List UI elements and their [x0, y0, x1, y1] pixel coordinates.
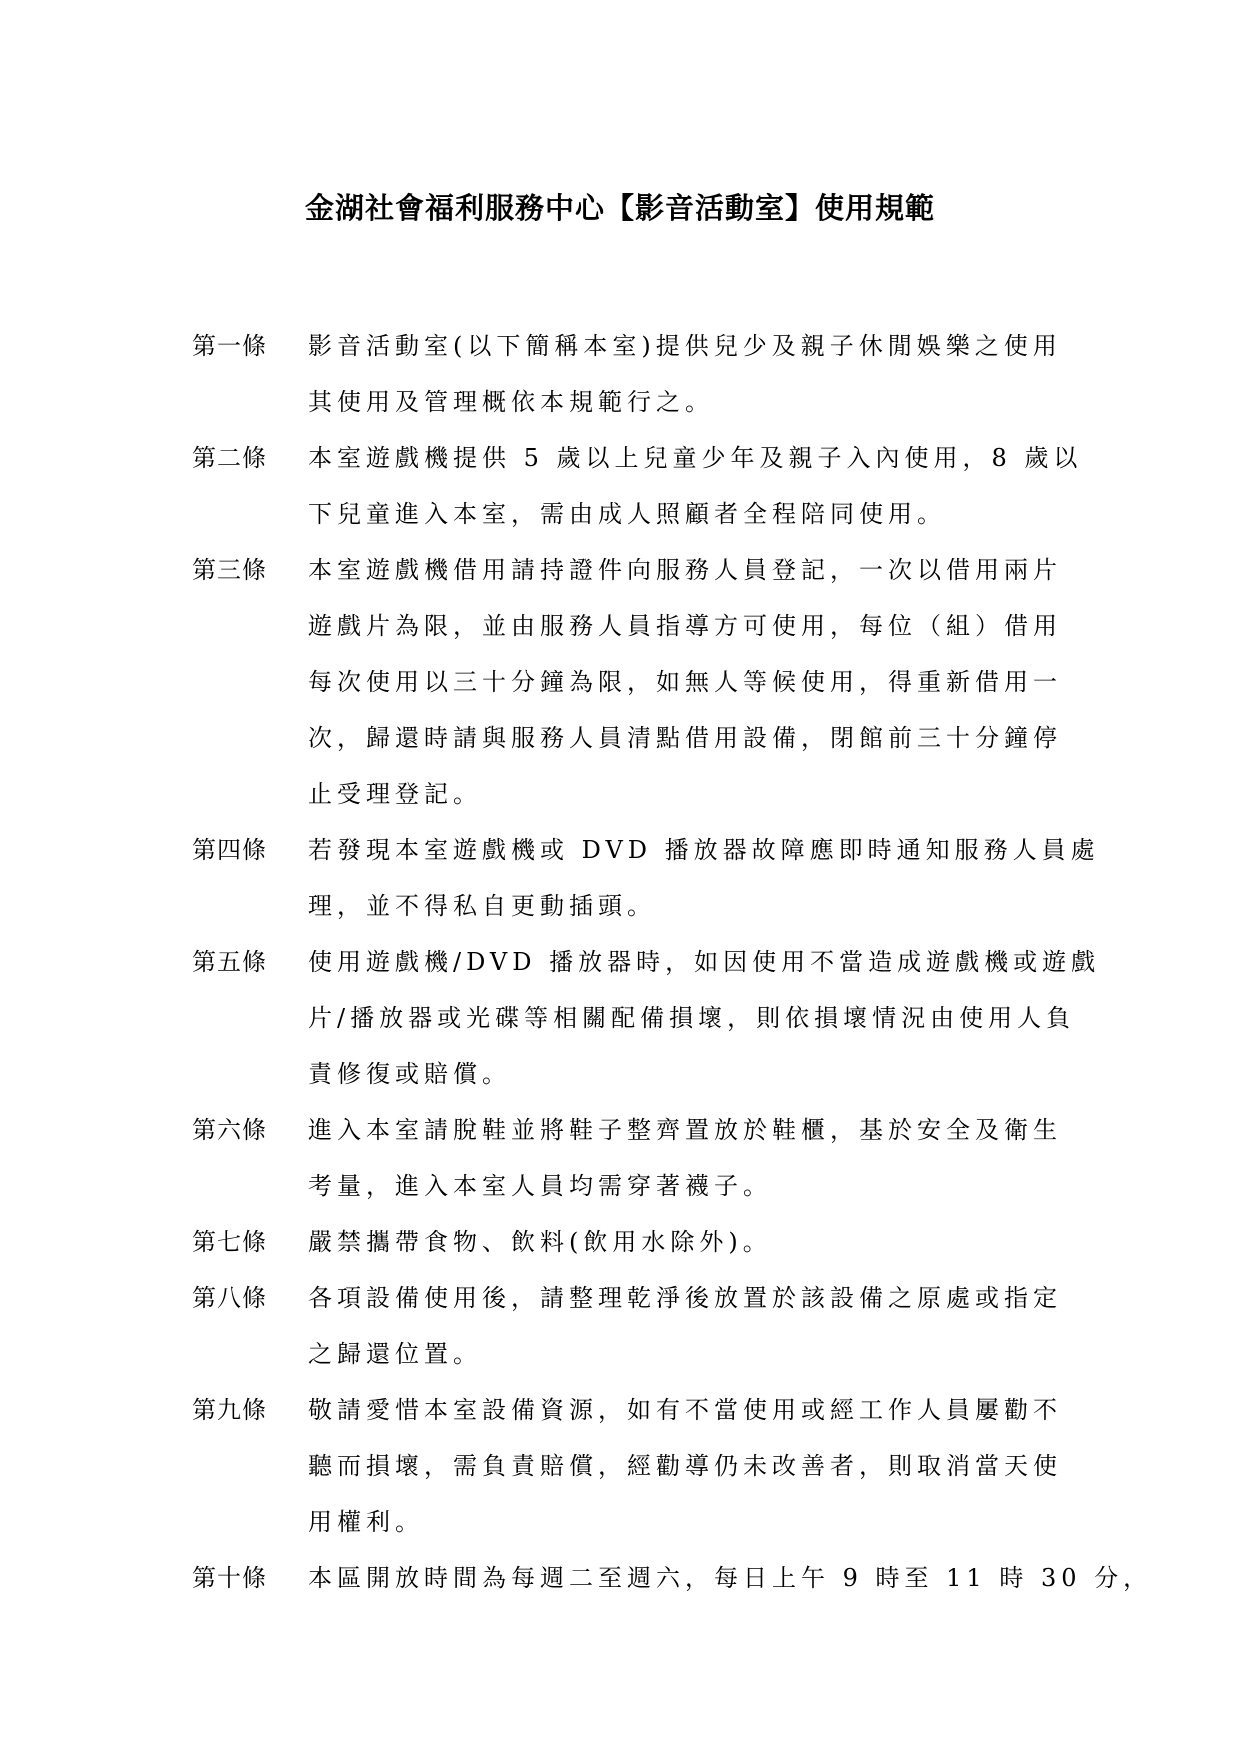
article-body	[308, 1214, 1048, 1270]
article-body	[308, 934, 1101, 1102]
article-body	[308, 318, 1062, 430]
article-line: 每次使用以三十分鐘為限，如無人等候使用，得重新借用一	[308, 668, 1062, 696]
article-line: 片/播放器或光碟等相關配備損壞，則依損壞情況由使用人負	[308, 1004, 1076, 1032]
article-line: 責修復或賠償。	[308, 1060, 511, 1088]
article-line: 遊戲片為限，並由服務人員指導方可使用，每位（組）借用	[308, 612, 1062, 640]
article-3	[192, 542, 1062, 822]
article-body	[308, 1382, 1062, 1550]
article-line: 本區開放時間為每週二至週六，每日上午 9 時至 11 時 30 分，	[308, 1564, 1153, 1592]
article-label: 第六條	[192, 1116, 267, 1144]
article-line: 嚴禁攜帶食物、飲料(飲用水除外)。	[308, 1228, 772, 1256]
article-6	[192, 1102, 1062, 1214]
article-line: 影音活動室(以下簡稱本室)提供兒少及親子休閒娛樂之使用	[308, 332, 1062, 360]
article-line: 本室遊戲機借用請持證件向服務人員登記，一次以借用兩片	[308, 556, 1062, 584]
article-10	[192, 1550, 1153, 1606]
article-label: 第五條	[192, 948, 267, 976]
article-line: 各項設備使用後，請整理乾淨後放置於該設備之原處或指定	[308, 1284, 1062, 1312]
article-label: 第一條	[192, 332, 267, 360]
article-body	[308, 430, 1083, 542]
article-line: 次，歸還時請與服務人員清點借用設備，閉館前三十分鐘停	[308, 724, 1062, 752]
article-line: 本室遊戲機提供 5 歲以上兒童少年及親子入內使用，8 歲以	[308, 444, 1083, 472]
article-line: 使用遊戲機/DVD 播放器時，如因使用不當造成遊戲機或遊戲	[308, 948, 1101, 976]
article-line: 若發現本室遊戲機或 DVD 播放器故障應即時通知服務人員處	[308, 836, 1100, 864]
article-line: 進入本室請脫鞋並將鞋子整齊置放於鞋櫃，基於安全及衛生	[308, 1116, 1062, 1144]
article-label: 第三條	[192, 556, 267, 584]
article-body	[308, 542, 1062, 822]
article-line: 止受理登記。	[308, 780, 482, 808]
article-body	[308, 822, 1100, 934]
article-line: 聽而損壞，需負責賠償，經勸導仍未改善者，則取消當天使	[308, 1452, 1062, 1480]
article-body	[308, 1550, 1153, 1606]
article-8	[192, 1270, 1062, 1382]
article-line: 敬請愛惜本室設備資源，如有不當使用或經工作人員屢勸不	[308, 1396, 1062, 1424]
article-line: 理，並不得私自更動插頭。	[308, 892, 656, 920]
article-label: 第四條	[192, 836, 267, 864]
article-label: 第七條	[192, 1228, 267, 1256]
articles-list	[192, 318, 1153, 1606]
article-line: 考量，進入本室人員均需穿著襪子。	[308, 1172, 772, 1200]
article-label: 第八條	[192, 1284, 267, 1312]
article-label: 第九條	[192, 1396, 267, 1424]
article-line: 其使用及管理概依本規範行之。	[308, 388, 714, 416]
article-7	[192, 1214, 1062, 1270]
article-2	[192, 430, 1083, 542]
article-body	[308, 1102, 1062, 1214]
article-line: 用權利。	[308, 1508, 424, 1536]
article-9	[192, 1382, 1062, 1550]
document-title: 金湖社會福利服務中心【影音活動室】使用規範	[304, 191, 935, 225]
article-body	[308, 1270, 1062, 1382]
article-line: 之歸還位置。	[308, 1340, 482, 1368]
article-label: 第二條	[192, 444, 267, 472]
article-line: 下兒童進入本室，需由成人照顧者全程陪同使用。	[308, 500, 946, 528]
article-label: 第十條	[192, 1564, 267, 1592]
article-1	[192, 318, 1062, 430]
article-5	[192, 934, 1101, 1102]
article-4	[192, 822, 1100, 934]
